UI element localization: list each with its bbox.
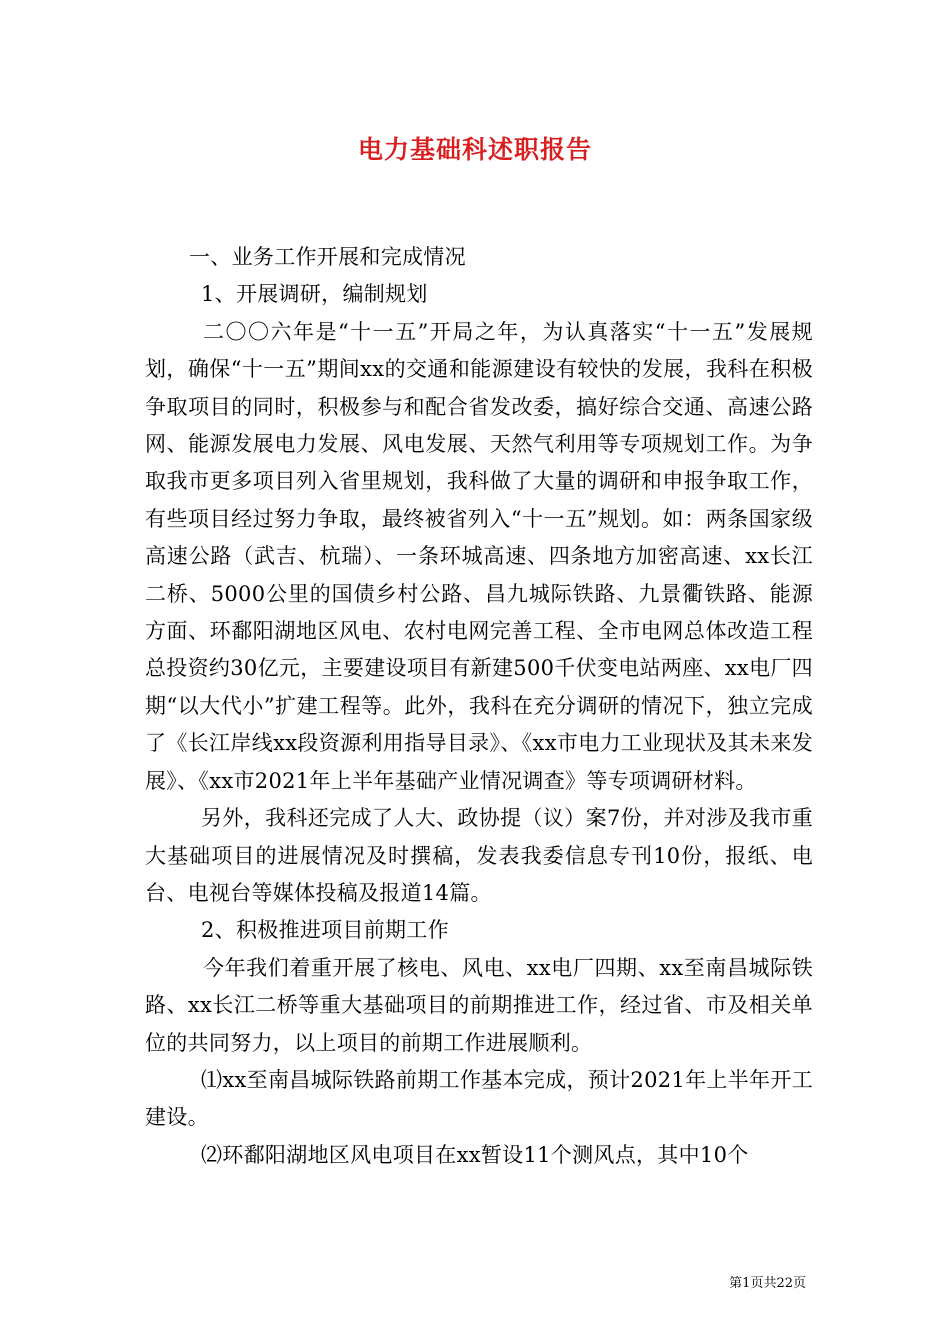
list-item: ⑴xx至南昌城际铁路前期工作基本完成，预计2021年上半年开工建设。: [145, 1067, 813, 1130]
document-body: [145, 239, 813, 1174]
paragraph: 今年我们着重开展了核电、风电、xx电厂四期、xx至南昌城际铁路、xx长江二桥等重大基础项目的前期推进工作，经过省、市及相关单位的共同努力，以上项目的前期工作进展顺利。: [145, 955, 813, 1055]
list-item: ⑵环鄱阳湖地区风电项目在xx暂设11个测风点，其中10个: [201, 1142, 749, 1167]
subsection-heading: 2、积极推进项目前期工作: [201, 918, 449, 943]
page-number: 第1页共22页: [729, 1276, 806, 1291]
paragraph: 另外，我科还完成了人大、政协提（议）案7份，并对涉及我市重大基础项目的进展情况及时撰稿，发表我委信息专刊10份，报纸、电台、电视台等媒体投稿及报道14篇。: [145, 806, 813, 905]
subsection-heading: 1、开展调研，编制规划: [201, 282, 428, 307]
document-title: 电力基础科述职报告: [357, 135, 592, 164]
section-heading: 一、业务工作开展和完成情况: [189, 245, 466, 269]
paragraph: 二〇〇六年是“十一五”开局之年，为认真落实“十一五”发展规划，确保“十一五”期间xx的交通和能源建设有较快的发展，我科在积极争取项目的同时，积极参与和配合省发改委，搞好综合交通、高速公路网、能源发展电力发展、风电发展、天然气利用等专项规划工作。为争取我市更多项目列入省里规划，我科做了大量的调研和申报争取工作，有些项目经过努力争取，最终被省列入“十一五”规划。如：两条国家级高速公路（武吉、杭瑞）、一条环城高速、四条地方加密高速、xx长江二桥、5000公里的国债乡村公路、昌九城际铁路、九景衢铁路、能源方面、环鄱阳湖地区风电、农村电网完善工程、全市电网总体改造工程总投资约30亿元，主要建设项目有新建500千伏变电站两座、xx电厂四期“以大代小”扩建工程等。此外，我科在充分调研的情况下，独立完成了《长江岸线xx段资源利用指导目录》、《xx市电力工业现状及其未来发展》、《xx市2021年上半年基础产业情况调查》等专项调研材料。: [145, 319, 813, 793]
